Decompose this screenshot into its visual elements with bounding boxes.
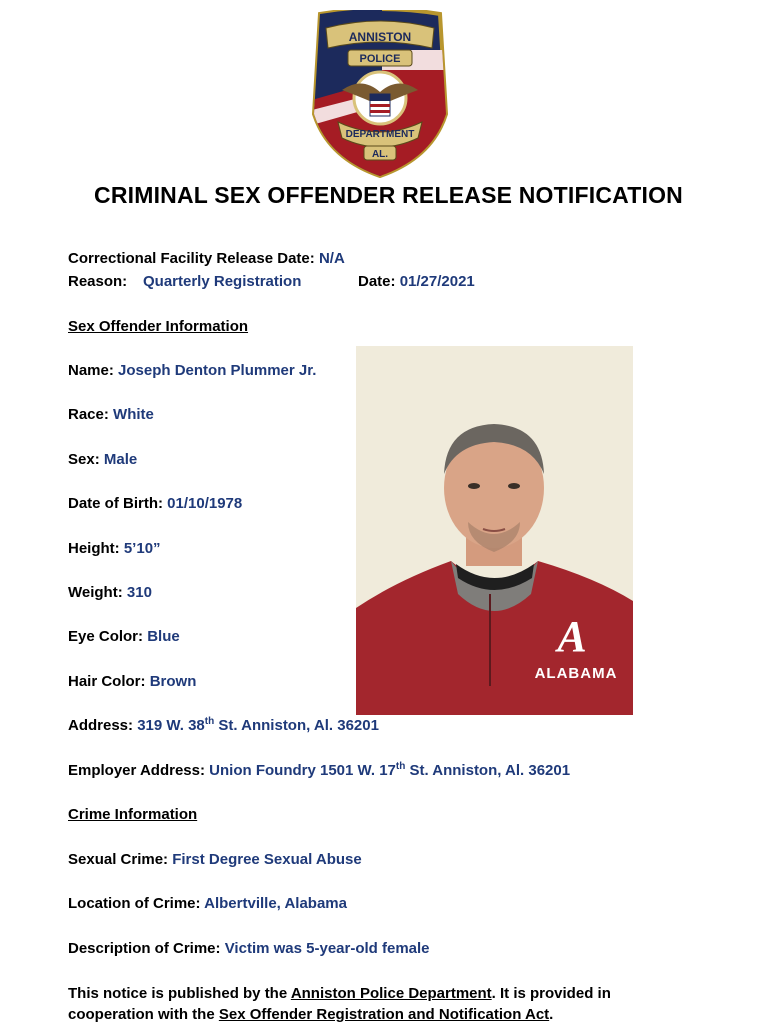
address-ordinal: th xyxy=(204,716,215,727)
eye-color-value: Blue xyxy=(147,628,180,645)
reason-value: Quarterly Registration xyxy=(143,273,302,290)
height-field xyxy=(68,540,161,557)
weight-value: 310 xyxy=(126,584,152,601)
weight-label: Weight: xyxy=(68,584,123,601)
address-city: St. Anniston, Al. 36201 xyxy=(214,717,379,734)
sex-label: Sex: xyxy=(68,451,100,468)
dob-label: Date of Birth: xyxy=(68,495,163,512)
badge-state-text: AL. xyxy=(371,149,389,160)
sexual-crime-field xyxy=(68,851,362,868)
name-field xyxy=(68,362,316,379)
crime-description-label: Description of Crime: xyxy=(68,940,221,957)
height-label: Height: xyxy=(68,540,120,557)
offender-photo xyxy=(356,346,633,715)
badge-top-text: ANNISTON xyxy=(348,30,412,44)
sex-value: Male xyxy=(103,451,138,468)
height-value: 5’10” xyxy=(123,540,161,557)
notice-text-3: cooperation with the xyxy=(68,1006,219,1023)
employer-address-label: Employer Address: xyxy=(68,762,205,779)
name-value: Joseph Denton Plummer Jr. xyxy=(118,362,317,379)
hair-color-label: Hair Color: xyxy=(68,673,146,690)
sexual-crime-value: First Degree Sexual Abuse xyxy=(172,851,362,868)
police-department-link-text: Anniston Police Department xyxy=(290,985,492,1002)
crime-description-value: Victim was 5-year-old female xyxy=(224,940,430,957)
reason-line xyxy=(68,273,127,290)
crime-location-label: Location of Crime: xyxy=(68,895,201,912)
page-title: CRIMINAL SEX OFFENDER RELEASE NOTIFICATION xyxy=(94,182,683,208)
shirt-logo-letter: A xyxy=(557,612,587,661)
sexual-crime-label: Sexual Crime: xyxy=(68,851,169,868)
badge-bottom-text: DEPARTMENT xyxy=(345,129,415,140)
facility-release-value: N/A xyxy=(318,250,345,267)
sex-field xyxy=(68,451,137,468)
shirt-text: ALABAMA xyxy=(534,665,618,682)
eye-color-field xyxy=(68,628,180,645)
dob-value: 01/10/1978 xyxy=(167,495,243,512)
race-label: Race: xyxy=(68,406,109,423)
police-badge-logo xyxy=(312,10,448,178)
hair-color-field xyxy=(68,673,196,690)
reason-label: Reason: xyxy=(68,273,128,290)
employer-city: St. Anniston, Al. 36201 xyxy=(405,762,571,779)
address-value xyxy=(137,717,379,734)
notice-date-line xyxy=(358,273,475,290)
sorna-act-text: Sex Offender Registration and Notification Act xyxy=(218,1006,550,1023)
release-date-line xyxy=(68,250,345,267)
employer-street: Union Foundry 1501 W. 17 xyxy=(209,762,396,779)
badge-mid-text: POLICE xyxy=(359,53,401,65)
employer-ordinal: th xyxy=(395,761,406,772)
notice-line-1 xyxy=(68,985,611,1002)
weight-field xyxy=(68,584,152,601)
dob-field xyxy=(68,495,242,512)
address-street: 319 W. 38 xyxy=(137,717,205,734)
address-label: Address: xyxy=(68,717,134,734)
race-field xyxy=(68,406,154,423)
eye-color-label: Eye Color: xyxy=(68,628,144,645)
notice-text-4: . xyxy=(549,1006,554,1023)
employer-address-value xyxy=(209,762,570,779)
notice-text-2: . It is provided in xyxy=(491,985,611,1002)
notice-text-1: This notice is published by the xyxy=(68,985,291,1002)
race-value: White xyxy=(113,406,154,423)
notice-line-2 xyxy=(68,1006,553,1023)
hair-color-value: Brown xyxy=(149,673,197,690)
employer-address-field xyxy=(68,762,570,779)
facility-release-label: Correctional Facility Release Date: xyxy=(68,250,315,267)
notice-date-value: 01/27/2021 xyxy=(399,273,475,290)
crime-section-heading: Crime Information xyxy=(68,806,198,823)
name-label: Name: xyxy=(68,362,114,379)
crime-location-value: Albertville, Alabama xyxy=(204,895,347,912)
crime-location-field xyxy=(68,895,347,912)
address-field xyxy=(68,717,379,734)
notice-date-label: Date: xyxy=(358,273,396,290)
offender-section-heading: Sex Offender Information xyxy=(68,318,249,335)
crime-description-field xyxy=(68,940,430,957)
